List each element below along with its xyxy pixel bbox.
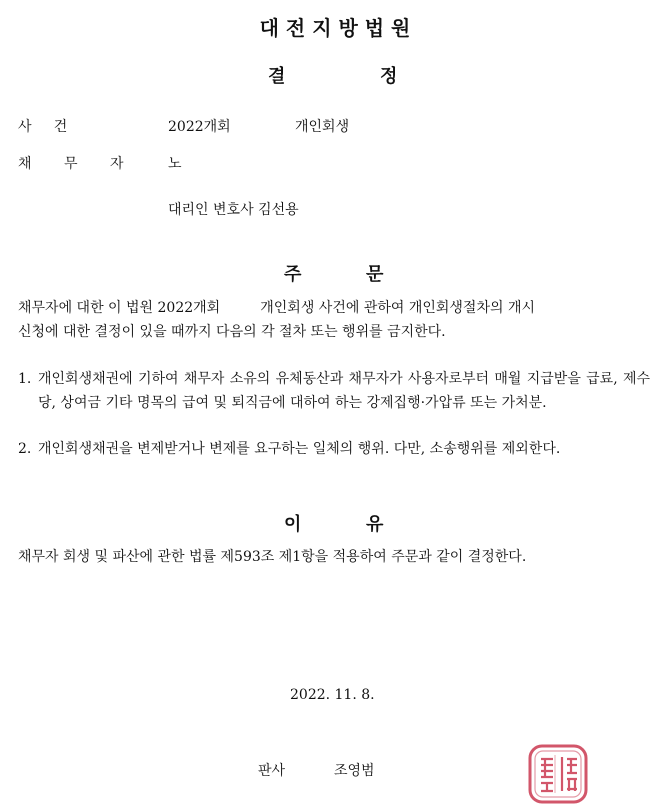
case-number: 2022개회: [168, 119, 231, 135]
judge-name: 조영범: [334, 763, 375, 779]
order-item: [18, 367, 650, 415]
court-name: 대 전 지 방 법 원: [259, 16, 411, 40]
judge-title: 판사: [258, 763, 286, 779]
order-heading-right: 문: [366, 264, 384, 285]
doc-type-left: 결: [268, 66, 286, 87]
debtor-label: 채 무 자: [18, 156, 138, 172]
debtor-agent: 대리인 변호사 김선용: [168, 202, 299, 218]
order-item-text: 개인회생채권에 기하여 채무자 소유의 유체동산과 채무자가 사용자로부터 매월 지급받을 급료, 제수당, 상여금 기타 명목의 급여 및 퇴직금에 대하여 하는 강제집행·가압류 또는 가처분.: [38, 371, 650, 411]
reason-heading-left: 이: [284, 514, 302, 535]
order-heading-left: 주: [284, 264, 302, 285]
debtor-name: 노: [168, 156, 182, 172]
reason-heading-right: 유: [366, 514, 384, 535]
order-item: [18, 437, 650, 461]
case-label: 사 건: [18, 119, 68, 135]
order-item-text: 개인회생채권을 변제받거나 변제를 요구하는 일체의 행위. 다만, 소송행위를 제외한다.: [38, 441, 561, 457]
order-intro-line1: 채무자에 대한 이 법원 2022개회 개인회생 사건에 관하여 개인회생절차의 개시: [18, 300, 536, 316]
order-intro-line2: 신청에 대한 결정이 있을 때까지 다음의 각 절차 또는 행위를 금지한다.: [18, 324, 446, 340]
reason-text: 채무자 회생 및 파산에 관한 법률 제593조 제1항을 적용하여 주문과 같이 결정한다.: [18, 549, 527, 565]
court-seal-icon: [527, 743, 589, 805]
doc-type-right: 정: [380, 66, 398, 87]
decision-date: 2022. 11. 8.: [290, 687, 375, 703]
order-item-number: 1.: [18, 371, 32, 387]
case-name: 개인회생: [295, 119, 350, 135]
order-item-number: 2.: [18, 441, 32, 457]
